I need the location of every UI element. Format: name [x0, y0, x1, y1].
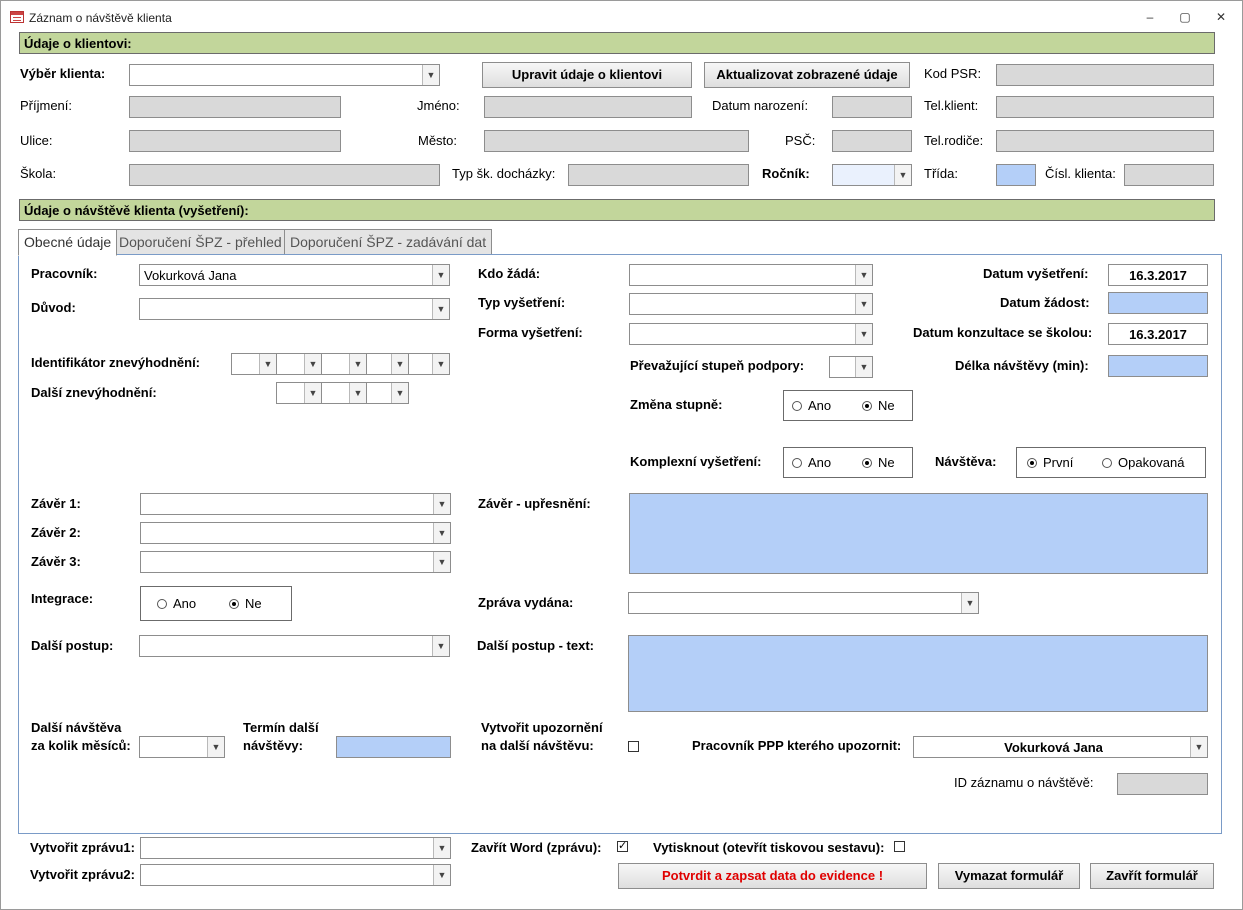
- radio-label: Ano: [808, 398, 832, 413]
- datum-zadost-field[interactable]: [1108, 292, 1208, 314]
- zaver-upresneni-textarea[interactable]: [629, 493, 1208, 574]
- upozorneni-label-2: na další návštěvu:: [481, 738, 594, 753]
- prijmeni-label: Příjmení:: [20, 98, 73, 113]
- kdo-zada-label: Kdo žádá:: [478, 266, 541, 281]
- trida-field[interactable]: [996, 164, 1036, 186]
- check-icon: ✓: [618, 840, 628, 852]
- chevron-down-icon[interactable]: ▼: [432, 299, 449, 319]
- datum-konzultace-label: Datum konzultace se školou:: [913, 325, 1093, 340]
- datum-narozeni-label: Datum narození:: [712, 98, 809, 113]
- integrace-ano-radio[interactable]: [157, 596, 196, 611]
- komplexni-group: [783, 447, 913, 478]
- chevron-down-icon[interactable]: ▼: [855, 265, 872, 285]
- zmena-stupne-group: [783, 390, 913, 421]
- tab-general[interactable]: Obecné údaje: [18, 229, 117, 256]
- tel-rodice-field: [996, 130, 1214, 152]
- chevron-down-icon[interactable]: ▼: [391, 383, 408, 403]
- rocnik-label: Ročník:: [762, 166, 810, 181]
- radio-label: Ano: [808, 455, 832, 470]
- identifikator-select-1[interactable]: [231, 353, 277, 375]
- termin-label-1: Termín další: [243, 720, 319, 735]
- chevron-down-icon[interactable]: ▼: [894, 165, 911, 185]
- section-client-header: Údaje o klientovi:: [19, 32, 1215, 54]
- chevron-down-icon[interactable]: ▼: [349, 354, 366, 374]
- dalsi-postup-label: Další postup:: [31, 638, 114, 653]
- upozorneni-checkbox[interactable]: [628, 741, 639, 752]
- dalsi-znevyhodneni-label: Další znevýhodnění:: [31, 385, 157, 400]
- zaver1-label: Závěr 1:: [31, 496, 81, 511]
- chevron-down-icon[interactable]: ▼: [855, 294, 872, 314]
- typ-dochazky-label: Typ šk. docházky:: [452, 166, 556, 181]
- dalsi-navsteva-label-1: Další návštěva: [31, 720, 122, 735]
- radio-off-icon: [157, 599, 167, 609]
- identifikator-select-2[interactable]: [276, 353, 322, 375]
- tisknout-checkbox[interactable]: [894, 841, 905, 852]
- skola-field: [129, 164, 440, 186]
- datum-zadost-label: Datum žádost:: [1000, 295, 1090, 310]
- chevron-down-icon[interactable]: ▼: [349, 383, 366, 403]
- tisknout-label: Vytisknout (otevřít tiskovou sestavu):: [653, 840, 885, 855]
- radio-off-icon: [1102, 458, 1112, 468]
- ulice-field: [129, 130, 341, 152]
- forma-vysetreni-label: Forma vyšetření:: [478, 325, 583, 340]
- identifikator-select-4[interactable]: [366, 353, 409, 375]
- jmeno-field: [484, 96, 692, 118]
- form-icon: [10, 11, 24, 23]
- zprava-vydana-select[interactable]: [628, 592, 979, 614]
- zmena-ano-radio[interactable]: [792, 398, 831, 413]
- datum-narozeni-field: [832, 96, 912, 118]
- pracovnik-select[interactable]: [139, 264, 450, 286]
- typ-dochazky-field: [568, 164, 749, 186]
- datum-vysetreni-label: Datum vyšetření:: [983, 266, 1089, 281]
- chevron-down-icon[interactable]: ▼: [432, 265, 449, 285]
- komplexni-ano-radio[interactable]: [792, 455, 831, 470]
- chevron-down-icon[interactable]: ▼: [259, 354, 276, 374]
- termin-field[interactable]: [336, 736, 451, 758]
- prevazujici-select[interactable]: [829, 356, 873, 378]
- radio-label: První: [1043, 455, 1074, 470]
- delka-navstevy-field[interactable]: [1108, 355, 1208, 377]
- chevron-down-icon[interactable]: ▼: [433, 865, 450, 885]
- pracovnik-label: Pracovník:: [31, 266, 98, 281]
- tel-klient-field: [996, 96, 1214, 118]
- pracovnik-ppp-value: Vokurková Jana: [1004, 740, 1103, 755]
- typ-vysetreni-select[interactable]: [629, 293, 873, 315]
- radio-on-icon: [862, 458, 872, 468]
- pracovnik-ppp-label: Pracovník PPP kterého upozornit:: [692, 738, 902, 753]
- ulice-label: Ulice:: [20, 133, 53, 148]
- chevron-down-icon[interactable]: ▼: [433, 494, 450, 514]
- radio-label: Ne: [878, 398, 895, 413]
- chevron-down-icon[interactable]: ▼: [432, 354, 449, 374]
- edit-client-button[interactable]: Upravit údaje o klientovi: [482, 62, 692, 88]
- close-icon[interactable]: ✕: [1215, 10, 1227, 24]
- dalsi-navsteva-label-2: za kolik měsíců:: [31, 738, 131, 753]
- zaver3-label: Závěr 3:: [31, 554, 81, 569]
- kdo-zada-select[interactable]: [629, 264, 873, 286]
- chevron-down-icon[interactable]: ▼: [433, 523, 450, 543]
- cisl-klienta-field: [1124, 164, 1214, 186]
- datum-konzultace-field[interactable]: 16.3.2017: [1108, 323, 1208, 345]
- zaver1-select[interactable]: [140, 493, 451, 515]
- window-title: Záznam o návštěvě klienta: [29, 11, 172, 25]
- chevron-down-icon[interactable]: ▼: [855, 324, 872, 344]
- refresh-button[interactable]: Aktualizovat zobrazené údaje: [704, 62, 910, 88]
- navsteva-group: [1016, 447, 1206, 478]
- zprava1-select[interactable]: [140, 837, 451, 859]
- radio-on-icon: [862, 401, 872, 411]
- radio-label: Opakovaná: [1118, 455, 1185, 470]
- jmeno-label: Jméno:: [417, 98, 460, 113]
- integrace-ne-radio[interactable]: [229, 596, 262, 611]
- identifikator-select-5[interactable]: [408, 353, 450, 375]
- prijmeni-field: [129, 96, 341, 118]
- chevron-down-icon[interactable]: ▼: [961, 593, 978, 613]
- chevron-down-icon[interactable]: ▼: [304, 354, 321, 374]
- delka-navstevy-label: Délka návštěvy (min):: [955, 358, 1089, 373]
- minimize-icon[interactable]: –: [1146, 10, 1154, 24]
- id-zaznamu-label: ID záznamu o návštěvě:: [954, 775, 1094, 790]
- chevron-down-icon[interactable]: ▼: [432, 636, 449, 656]
- typ-vysetreni-label: Typ vyšetření:: [478, 295, 566, 310]
- zavrit-button[interactable]: Zavřít formulář: [1090, 863, 1214, 889]
- chevron-down-icon[interactable]: ▼: [207, 737, 224, 757]
- dalsi-znevyhodneni-select-3[interactable]: [366, 382, 409, 404]
- zmena-ne-radio[interactable]: [862, 398, 895, 413]
- zavrit-word-checkbox[interactable]: [617, 841, 628, 852]
- title-bar: [1, 1, 1242, 31]
- mesto-label: Město:: [418, 133, 458, 148]
- cisl-klienta-label: Čísl. klienta:: [1045, 166, 1116, 181]
- kod-psr-label: Kod PSR:: [924, 66, 982, 81]
- zaver2-select[interactable]: [140, 522, 451, 544]
- navsteva-prvni-radio[interactable]: [1027, 455, 1073, 470]
- tel-rodice-label: Tel.rodiče:: [924, 133, 984, 148]
- dalsi-znevyhodneni-select-2[interactable]: [321, 382, 367, 404]
- termin-label-2: návštěvy:: [243, 738, 303, 753]
- dalsi-znevyhodneni-select-1[interactable]: [276, 382, 322, 404]
- navsteva-label: Návštěva:: [935, 454, 997, 469]
- tel-klient-label: Tel.klient:: [924, 98, 979, 113]
- duvod-select[interactable]: [139, 298, 450, 320]
- zaver2-label: Závěr 2:: [31, 525, 81, 540]
- chevron-down-icon[interactable]: ▼: [1190, 737, 1207, 757]
- skola-label: Škola:: [20, 166, 57, 181]
- dalsi-postup-select[interactable]: [139, 635, 450, 657]
- radio-off-icon: [792, 401, 802, 411]
- zaver-upresneni-label: Závěr - upřesnění:: [478, 496, 591, 511]
- tab-recommendations-entry[interactable]: Doporučení ŠPZ - zadávání dat: [284, 229, 492, 255]
- pracovnik-ppp-select[interactable]: [913, 736, 1208, 758]
- section-visit-header: Údaje o návštěvě klienta (vyšetření):: [19, 199, 1215, 221]
- chevron-down-icon[interactable]: ▼: [433, 838, 450, 858]
- forma-vysetreni-select[interactable]: [629, 323, 873, 345]
- pracovnik-value: Vokurková Jana: [144, 268, 237, 283]
- dalsi-postup-textarea[interactable]: [628, 635, 1208, 712]
- chevron-down-icon[interactable]: ▼: [304, 383, 321, 403]
- datum-vysetreni-field[interactable]: 16.3.2017: [1108, 264, 1208, 286]
- prevazujici-label: Převažující stupeň podpory:: [630, 358, 805, 373]
- zprava2-label: Vytvořit zprávu2:: [30, 867, 135, 882]
- dalsi-postup-text-label: Další postup - text:: [477, 638, 595, 653]
- radio-off-icon: [792, 458, 802, 468]
- psc-field: [832, 130, 912, 152]
- zprava-vydana-label: Zpráva vydána:: [478, 595, 574, 610]
- identifikator-select-3[interactable]: [321, 353, 367, 375]
- zprava1-label: Vytvořit zprávu1:: [30, 840, 135, 855]
- rocnik-select[interactable]: [832, 164, 912, 186]
- navsteva-opakovana-radio[interactable]: [1102, 455, 1185, 470]
- client-select[interactable]: [129, 64, 440, 86]
- radio-label: Ne: [878, 455, 895, 470]
- upozorneni-label-1: Vytvořit upozornění: [481, 720, 603, 735]
- potvrdit-button[interactable]: Potvrdit a zapsat data do evidence !: [618, 863, 927, 889]
- zprava2-select[interactable]: [140, 864, 451, 886]
- komplexni-label: Komplexní vyšetření:: [630, 454, 762, 469]
- mesto-field: [484, 130, 749, 152]
- chevron-down-icon[interactable]: ▼: [855, 357, 872, 377]
- identifikator-label: Identifikátor znevýhodnění:: [31, 355, 201, 370]
- zavrit-word-label: Zavřít Word (zprávu):: [471, 840, 602, 855]
- vymazat-button[interactable]: Vymazat formulář: [938, 863, 1080, 889]
- integrace-label: Integrace:: [31, 591, 94, 606]
- restore-icon[interactable]: ▢: [1179, 10, 1191, 24]
- komplexni-ne-radio[interactable]: [862, 455, 895, 470]
- zaver3-select[interactable]: [140, 551, 451, 573]
- radio-on-icon: [1027, 458, 1037, 468]
- tab-recommendations-overview[interactable]: Doporučení ŠPZ - přehled: [113, 229, 288, 255]
- chevron-down-icon[interactable]: ▼: [391, 354, 408, 374]
- zmena-stupne-label: Změna stupně:: [630, 397, 723, 412]
- id-zaznamu-field: [1117, 773, 1208, 795]
- radio-on-icon: [229, 599, 239, 609]
- client-select-label: Výběr klienta:: [20, 66, 106, 81]
- integrace-group: [140, 586, 292, 621]
- radio-label: Ano: [173, 596, 197, 611]
- chevron-down-icon[interactable]: ▼: [433, 552, 450, 572]
- psc-label: PSČ:: [785, 133, 816, 148]
- dalsi-navsteva-select[interactable]: [139, 736, 225, 758]
- duvod-label: Důvod:: [31, 300, 76, 315]
- kod-psr-field: [996, 64, 1214, 86]
- trida-label: Třída:: [924, 166, 958, 181]
- chevron-down-icon[interactable]: ▼: [422, 65, 439, 85]
- radio-label: Ne: [245, 596, 262, 611]
